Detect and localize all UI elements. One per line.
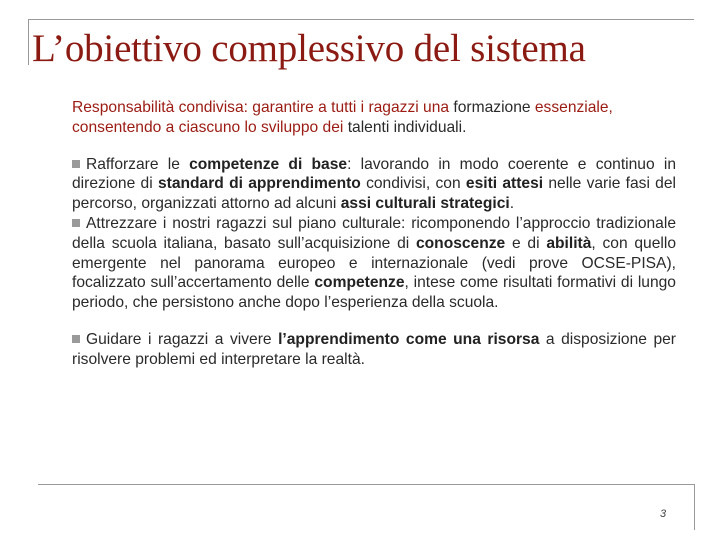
- footer-vertical-line: [694, 484, 695, 530]
- slide-body: [72, 98, 676, 370]
- bullet-2-text: , con quello emergente nel panorama europeo e internazionale (vedi prove OCSE-PISA), focalizzato sull’accertamento delle: [72, 234, 677, 292]
- bullet-3-text: Guidare i ragazzi a vivere: [86, 330, 279, 348]
- bullet-1-text: Rafforzare le: [86, 155, 190, 173]
- bullet-1-text: nelle varie fasi del percorso, organizzati attorno ad alcuni: [72, 175, 676, 213]
- intro-text-2: formazione: [453, 99, 531, 116]
- bullet-3-text: a disposizione per risolvere problemi ed interpretare la realtà.: [72, 330, 676, 368]
- bullet-2-emphasis: competenze: [314, 274, 405, 292]
- bullet-2-text: e di: [505, 234, 547, 252]
- bullet-2-text: Attrezzare i nostri ragazzi sul piano culturale: ricomponendo l’approccio tradizionale della scuola italiana, basato sull’acquisizione di: [72, 214, 676, 252]
- bullet-competenze-di-base: [72, 155, 676, 214]
- intro-text-5: .: [462, 118, 467, 136]
- intro-text-4: talenti individuali: [347, 118, 463, 136]
- square-bullet-icon: [72, 335, 80, 343]
- square-bullet-icon: [72, 160, 80, 168]
- bullet-2-text: , intese come risultati formativi di lungo periodo, che persistono anche dopo l’esperienza della scuola.: [72, 274, 676, 312]
- bullet-apprendimento: [72, 330, 676, 370]
- intro-paragraph: [72, 98, 676, 138]
- bullet-3-emphasis: l’apprendimento come una risorsa: [278, 330, 540, 348]
- intro-text-1: Responsabilità condivisa: garantire a tutti i ragazzi una: [72, 99, 454, 116]
- intro-text-3: essenziale, consentendo a ciascuno lo sviluppo dei: [72, 99, 613, 136]
- bullet-piano-culturale: [72, 214, 676, 313]
- bullet-1-text: condivisi, con: [360, 175, 466, 193]
- bullet-1-text: : lavorando in modo coerente e continuo in direzione di: [72, 155, 677, 193]
- bullet-2-emphasis: abilità: [546, 234, 592, 252]
- bullet-1-emphasis: competenze di base: [189, 155, 348, 173]
- bullet-1-emphasis: standard di apprendimento: [157, 175, 361, 193]
- bullet-1-emphasis: assi culturali strategici: [340, 195, 510, 213]
- bullet-2-emphasis: conoscenze: [415, 234, 506, 252]
- bullet-1-text: .: [509, 195, 515, 213]
- footer-horizontal-line: [38, 484, 694, 485]
- slide-title: L’obiettivo complessivo del sistema: [32, 27, 586, 70]
- title-frame-horizontal-line: [28, 19, 694, 20]
- bullet-1-emphasis: esiti attesi: [465, 175, 544, 193]
- title-frame-vertical-line: [28, 19, 29, 65]
- square-bullet-icon: [72, 219, 80, 227]
- page-number: 3: [660, 508, 667, 520]
